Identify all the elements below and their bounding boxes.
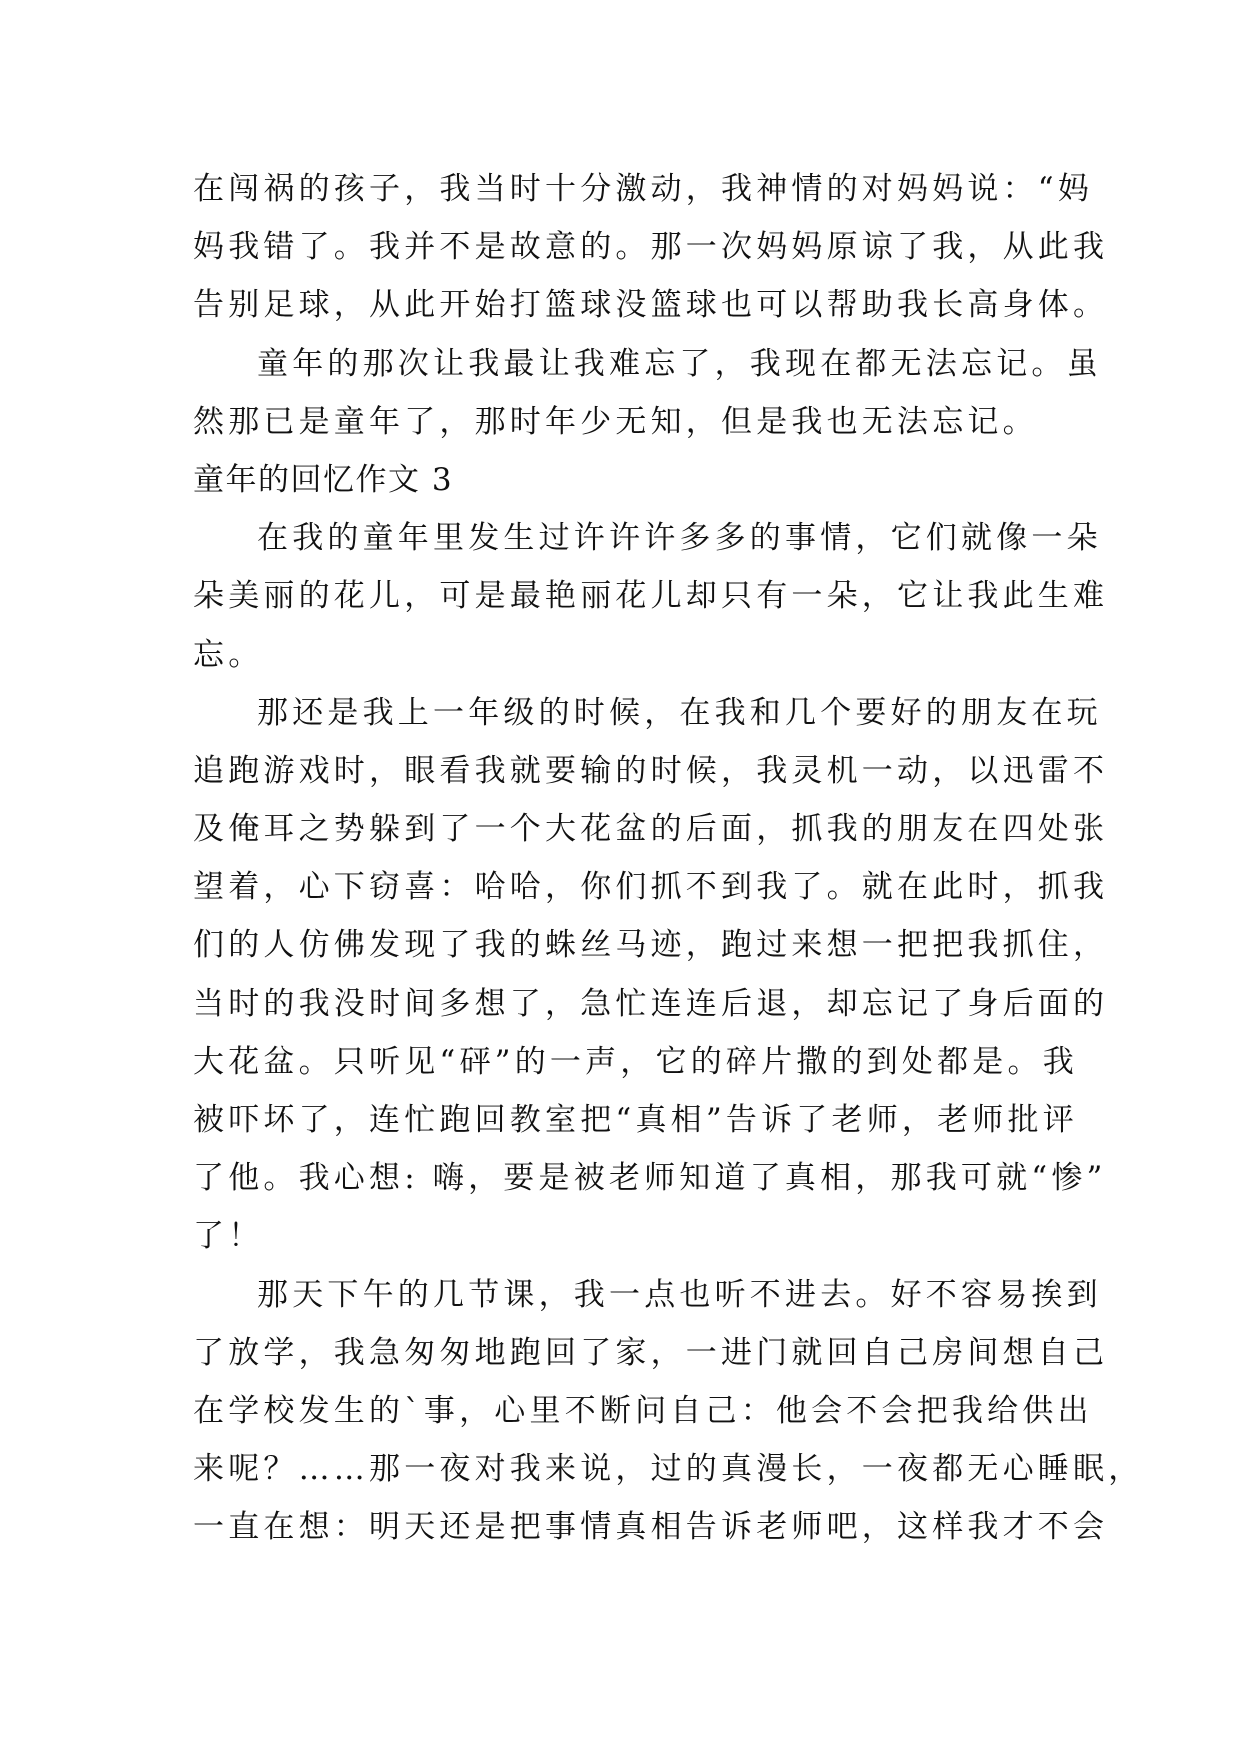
section-heading: 童年的回忆作文 3: [193, 461, 454, 498]
text-line: 童年的那次让我最让我难忘了，我现在都无法忘记。虽: [257, 345, 1102, 382]
text-line: 告别足球，从此开始打篮球没篮球也可以帮助我长高身体。: [193, 287, 1109, 324]
text-line: 那还是我上一年级的时候，在我和几个要好的朋友在玩: [257, 694, 1102, 731]
text-line: 那天下午的几节课，我一点也听不进去。好不容易挨到: [257, 1276, 1102, 1313]
text-line: 望着，心下窃喜：哈哈，你们抓不到我了。就在此时，抓我: [193, 869, 1109, 906]
text-line: 追跑游戏时，眼看我就要输的时候，我灵机一动，以迅雷不: [193, 752, 1109, 789]
text-line: 妈我错了。我并不是故意的。那一次妈妈原谅了我，从此我: [193, 229, 1109, 266]
document-body: [193, 160, 1144, 1557]
text-line: 了他。我心想: 嗨，要是被老师知道了真相，那我可就“惨”: [193, 1160, 1107, 1197]
text-line: 朵美丽的花儿，可是最艳丽花儿却只有一朵，它让我此生难: [193, 578, 1109, 615]
text-line: 了！: [193, 1218, 264, 1255]
text-line: 了放学，我急匆匆地跑回了家，一进门就回自己房间想自己: [193, 1334, 1109, 1371]
text-line: 们的人仿佛发现了我的蛛丝马迹，跑过来想一把把我抓住，: [193, 927, 1109, 964]
text-line: 大花盆。只听见“砰”的一声，它的碎片撒的到处都是。我: [193, 1043, 1078, 1080]
text-line: 一直在想：明天还是把事情真相告诉老师吧，这样我才不会: [193, 1509, 1109, 1546]
text-line: 来呢？……那一夜对我来说，过的真漫长，一夜都无心睡眠，: [193, 1451, 1144, 1488]
text-line: 然那已是童年了，那时年少无知，但是我也无法忘记。: [193, 403, 1038, 440]
text-line: 当时的我没时间多想了，急忙连连后退，却忘记了身后面的: [193, 985, 1109, 1022]
text-line: 被吓坏了，连忙跑回教室把“真相”告诉了老师，老师批评: [193, 1102, 1078, 1138]
text-line: 在闯祸的孩子，我当时十分激动，我神情的对妈妈说：“妈: [193, 171, 1094, 207]
text-line: 在我的童年里发生过许许许多多的事情，它们就像一朵: [257, 520, 1102, 557]
text-line: 忘。: [193, 636, 264, 673]
text-line: 在学校发生的`事，心里不断问自己：他会不会把我给供出: [193, 1392, 1093, 1429]
text-line: 及俺耳之势躲到了一个大花盆的后面，抓我的朋友在四处张: [193, 811, 1109, 848]
